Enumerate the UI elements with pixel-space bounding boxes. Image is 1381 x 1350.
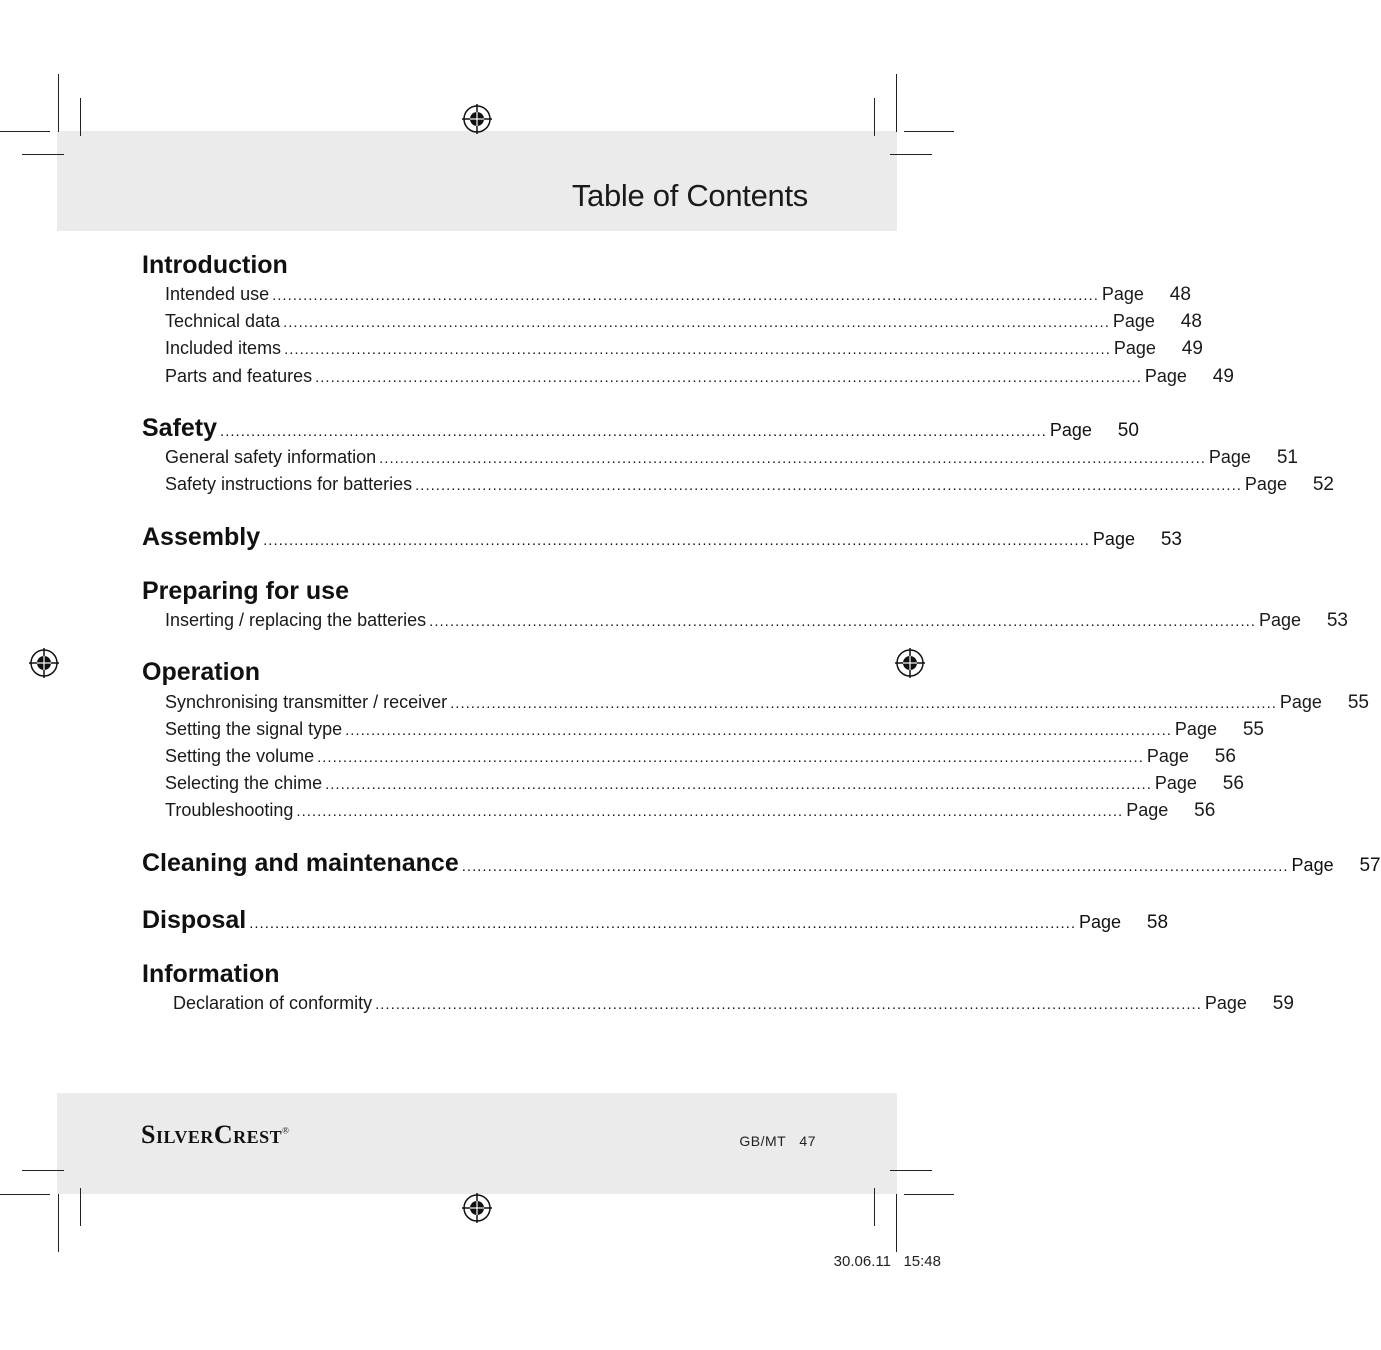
page-number: 49 <box>1181 338 1203 359</box>
page-word: Page <box>1154 773 1197 793</box>
entry-label: Setting the volume <box>165 746 315 766</box>
page-number: 52 <box>1312 474 1334 495</box>
section-heading: Safety <box>142 414 218 442</box>
brand-name: SilverCrest <box>141 1120 283 1149</box>
toc-entry[interactable] <box>173 993 1294 1015</box>
page-word: Page <box>1126 800 1169 820</box>
page-word: Page <box>1258 610 1301 630</box>
dot-leader: ................................................................................................................................................................ <box>325 776 1152 793</box>
toc-entry[interactable] <box>165 719 1264 741</box>
toc-entry[interactable] <box>165 284 1191 306</box>
page-word: Page <box>1113 338 1156 358</box>
entry-label: Technical data <box>165 311 281 331</box>
section-heading: Preparing for use <box>142 577 349 605</box>
dot-leader: ................................................................................................................................................................ <box>315 369 1142 386</box>
toc-entry[interactable] <box>165 338 1203 360</box>
page-number: 48 <box>1180 311 1202 332</box>
page-word: Page <box>1146 746 1189 766</box>
toc-entry[interactable] <box>165 366 1234 388</box>
section-heading: Introduction <box>142 251 288 279</box>
section-heading: Disposal <box>142 906 247 934</box>
page-number: 49 <box>1212 366 1234 387</box>
page-word: Page <box>1112 311 1155 331</box>
entry-label: Included items <box>165 338 282 358</box>
page-word: Page <box>1101 284 1144 304</box>
registered-mark: ® <box>282 1125 290 1136</box>
entry-label: Troubleshooting <box>165 800 294 820</box>
dot-leader: ................................................................................................................................................................ <box>461 858 1289 875</box>
toc-entry[interactable] <box>165 610 1348 632</box>
section-heading: Information <box>142 960 280 988</box>
page-number: 55 <box>1242 719 1264 740</box>
page-word: Page <box>1092 529 1135 549</box>
page-number: 48 <box>1169 284 1191 305</box>
entry-label: Selecting the chime <box>165 773 323 793</box>
toc-section-cleaning[interactable] <box>142 849 1381 878</box>
brand-logo <box>141 1120 289 1150</box>
page-word: Page <box>1204 993 1247 1013</box>
toc-section-disposal[interactable] <box>142 906 1169 935</box>
page-word: Page <box>1144 366 1187 386</box>
dot-leader: ................................................................................................................................................................ <box>375 996 1202 1013</box>
toc-entry[interactable] <box>165 447 1298 469</box>
entry-label: Synchronising transmitter / receiver <box>165 692 448 712</box>
page-number: 53 <box>1160 529 1182 550</box>
entry-label: Parts and features <box>165 366 313 386</box>
toc-section-safety[interactable] <box>142 414 1139 443</box>
page-number: 58 <box>1146 912 1169 933</box>
dot-leader: ................................................................................................................................................................ <box>429 613 1256 630</box>
section-heading: Cleaning and maintenance <box>142 849 459 877</box>
entry-label: General safety information <box>165 447 377 467</box>
toc-section-information[interactable] <box>142 960 808 989</box>
entry-label: Safety instructions for batteries <box>165 474 413 494</box>
toc-entry[interactable] <box>165 800 1216 822</box>
page-number: 57 <box>1359 855 1381 876</box>
dot-leader: ................................................................................................................................................................ <box>317 749 1144 766</box>
toc-entry[interactable] <box>165 474 1334 496</box>
page-number: 51 <box>1276 447 1298 468</box>
toc-section-assembly[interactable] <box>142 523 1182 552</box>
entry-label: Intended use <box>165 284 270 304</box>
dot-leader: ................................................................................................................................................................ <box>263 532 1090 549</box>
print-date: 30.06.11 <box>833 1253 891 1270</box>
dot-leader: ................................................................................................................................................................ <box>450 695 1277 712</box>
page-word: Page <box>1279 692 1322 712</box>
footer-page-number: 47 <box>799 1133 816 1149</box>
dot-leader: ................................................................................................................................................................ <box>284 341 1111 358</box>
page-word: Page <box>1174 719 1217 739</box>
page-title: Table of Contents <box>571 178 808 213</box>
entry-label: Declaration of conformity <box>173 993 373 1013</box>
page-number: 50 <box>1117 420 1139 441</box>
page-word: Page <box>1208 447 1251 467</box>
page-number: 53 <box>1326 610 1348 631</box>
print-timestamp <box>834 1253 941 1270</box>
print-time: 15:48 <box>903 1253 941 1270</box>
page-word: Page <box>1291 855 1334 875</box>
page-number: 56 <box>1194 800 1216 821</box>
toc-entry[interactable] <box>165 692 1369 714</box>
section-heading: Assembly <box>142 523 261 551</box>
page-number: 55 <box>1347 692 1369 713</box>
toc-entry[interactable] <box>165 773 1244 795</box>
page-number: 59 <box>1272 993 1294 1014</box>
dot-leader: ................................................................................................................................................................ <box>345 722 1172 739</box>
dot-leader: ................................................................................................................................................................ <box>249 915 1076 932</box>
page-number: 56 <box>1214 746 1236 767</box>
page-footer <box>739 1133 816 1149</box>
dot-leader: ................................................................................................................................................................ <box>283 314 1110 331</box>
toc-section-introduction[interactable] <box>142 251 808 280</box>
page-word: Page <box>1049 420 1092 440</box>
toc-section-operation[interactable] <box>142 658 808 687</box>
toc-section-preparing[interactable] <box>142 577 808 606</box>
dot-leader: ................................................................................................................................................................ <box>272 287 1099 304</box>
entry-label: Inserting / replacing the batteries <box>165 610 427 630</box>
dot-leader: ................................................................................................................................................................ <box>220 423 1047 440</box>
entry-label: Setting the signal type <box>165 719 343 739</box>
dot-leader: ................................................................................................................................................................ <box>296 803 1124 820</box>
page-word: Page <box>1244 474 1287 494</box>
locale-code: GB/MT <box>739 1133 787 1149</box>
page-word: Page <box>1079 912 1122 932</box>
dot-leader: ................................................................................................................................................................ <box>379 450 1206 467</box>
section-heading: Operation <box>142 658 261 686</box>
toc-entry[interactable] <box>165 311 1202 333</box>
dot-leader: ................................................................................................................................................................ <box>415 477 1242 494</box>
toc-entry[interactable] <box>165 746 1236 768</box>
page-number: 56 <box>1222 773 1244 794</box>
